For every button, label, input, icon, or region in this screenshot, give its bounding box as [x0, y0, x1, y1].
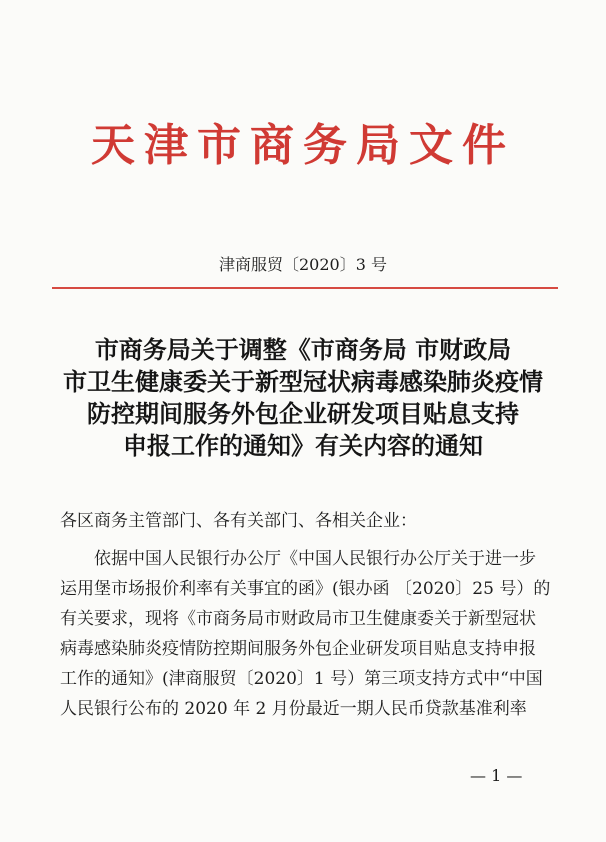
page-number: — 1 — — [470, 766, 523, 785]
body-paragraph — [60, 544, 560, 724]
document-title — [30, 334, 576, 462]
title-line: 申报工作的通知》有关内容的通知 — [123, 432, 483, 460]
paragraph-line: 有关要求，现将《市商务局市财政局市卫生健康委关于新型冠状 — [60, 609, 536, 629]
paragraph-line: 人民银行公布的 2020 年 2 月份最近一期人民币贷款基准利率 — [60, 699, 527, 719]
document-body — [60, 510, 560, 724]
red-divider-line — [52, 287, 558, 289]
document-number: 津商服贸〔2020〕3 号 — [219, 255, 387, 274]
paragraph-line: 运用堡市场报价利率有关事宜的函》(银办函 〔2020〕25 号）的 — [60, 579, 551, 599]
title-line: 市商务局关于调整《市商务局 市财政局 — [94, 336, 512, 364]
salutation: 各区商务主管部门、各有关部门、各相关企业： — [60, 511, 417, 531]
paragraph-line: 工作的通知》(津商服贸〔2020〕1 号）第三项支持方式中“中国 — [60, 669, 543, 689]
paragraph-line: 依据中国人民银行办公厅《中国人民银行办公厅关于进一步 — [94, 549, 536, 569]
title-line: 市卫生健康委关于新型冠状病毒感染肺炎疫情 — [63, 368, 543, 396]
title-line: 防控期间服务外包企业研发项目贴息支持 — [87, 400, 519, 428]
issuer-heading: 天津市商务局文件 — [91, 120, 515, 171]
paragraph-line: 病毒感染肺炎疫情防控期间服务外包企业研发项目贴息支持申报 — [60, 639, 536, 659]
